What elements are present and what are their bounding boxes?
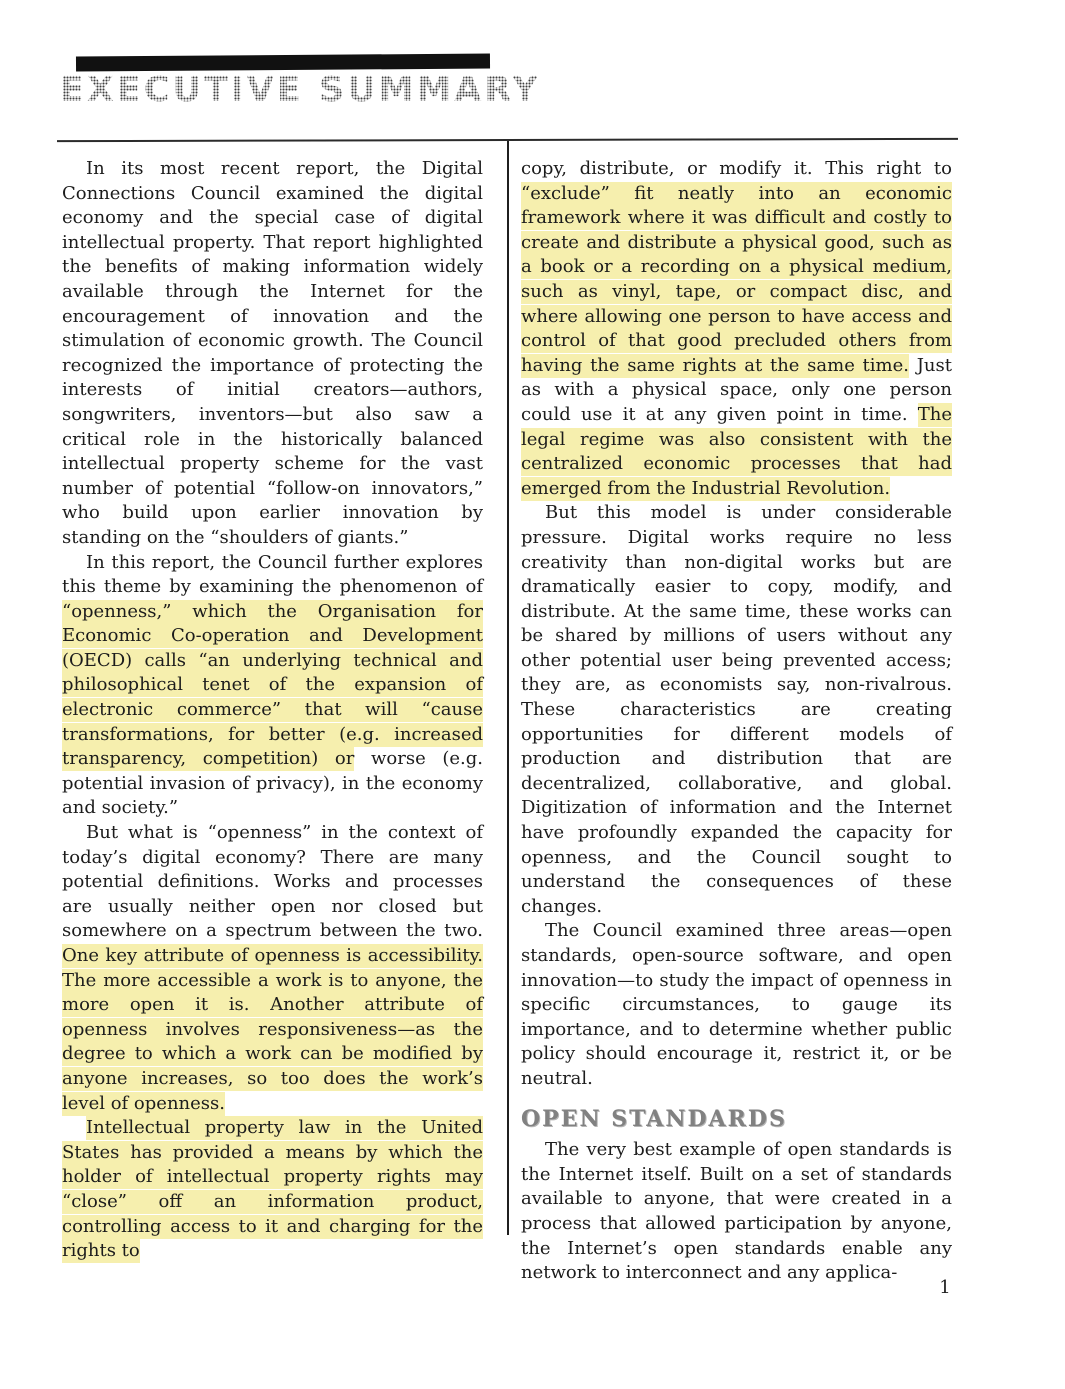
left-column <box>62 157 483 1264</box>
body-text: Just as with a physical space, only one person could use it at any given point in time. <box>521 354 952 425</box>
highlighted-text: One key attribute of openness is accessibility. The more accessible a work is to anyone, the more open it is. Another attribute of openness involves responsiveness—as the degree to which a work can be modified by anyone increases, so too does the work’s level of openness. <box>62 945 483 1114</box>
page-number: 1 <box>939 1277 951 1298</box>
highlighted-text: The legal regime was also consistent with the centralized economic processes that had emerged from the Industrial Revolution. <box>521 403 952 499</box>
body-text: copy, distribute, or modify it. This right to <box>521 158 952 179</box>
title-top-bar <box>76 54 490 72</box>
body-text: The very best example of open standards is the Internet itself. Built on a set of standards available to anyone, that were created in a process that allowed participation by anyone, the Internet’s open standards enable any network to interconnect and any applica- <box>521 1139 952 1284</box>
right-column <box>521 157 952 1286</box>
paragraph <box>521 501 952 919</box>
body-text: But what is “openness” in the context of today’s digital economy? There are many potential definitions. Works and processes are usually neither open nor closed but somewhere on a spectrum between the two. <box>62 822 483 942</box>
highlighted-text: “exclude” fit neatly into an economic framework where it was difficult and costly to create and distribute a physical good, such as a book or a recording on a physical medium, such as vinyl, tape, or compact disc, and where allowing one person to have access and control of that good precluded others from having the same rights at the same time. <box>521 182 952 376</box>
body-text: In this report, the Council further explores this theme by examining the phenomenon of <box>62 551 483 598</box>
highlighted-text: “openness,” which the Organisation for Economic Co-operation and Development (OECD) calls “an underlying technical and philosophical tenet of the expansion of electronic commerce” that will “cause transformations, for better (e.g. increased transparency, competition) or <box>62 600 483 770</box>
column-divider <box>507 141 509 1235</box>
highlighted-text: Intellectual property law in the United States has provided a means by which the holder of intellectual property rights may “close” off an information product, controlling access to it and charging for the rights to <box>62 1117 483 1262</box>
paragraph <box>521 157 952 501</box>
paragraph <box>521 1138 952 1286</box>
body-text: In its most recent report, the Digital Connections Council examined the digital economy and the special case of digital intellectual property. That report highlighted the benefits of making information widely available through the Internet for the encouragement of innovation and the stimulation of economic growth. The Council recognized the importance of protecting the interests of initial creators—authors, songwriters, inventors—but also saw a critical role in the historically balanced intellectual property scheme for the vast number of potential “follow-on innovators,” who build upon earlier innovation by standing on the “shoulders of giants.” <box>62 158 483 548</box>
body-text: worse (e.g. potential invasion of privacy), in the economy and society.” <box>62 748 484 819</box>
body-text: The Council examined three areas—open standards, open-source software, and open innovation—to study the impact of openness in specific circumstances, to gauge its importance, and to determine whether public policy should encourage it, restrict it, or be neutral. <box>521 920 952 1089</box>
page-title: EXECUTIVE SUMMARY <box>60 70 541 110</box>
body-text: But this model is under considerable pressure. Digital works require no less creativity than non-digital works but are dramatically easier to copy, modify, and distribute. At the same time, these works can be shared by millions of users without any other potential user being prevented access; they are, as economists say, non-rivalrous. These characteristics are creating opportunities for different models of production and distribution that are decentralized, collaborative, and global. Digitization of information and the Internet have profoundly expanded the capacity for openness, and the Council sought to understand the consequences of these changes. <box>521 502 952 917</box>
section-heading: OPEN STANDARDS <box>521 1105 787 1132</box>
paragraph <box>521 919 952 1091</box>
paragraph <box>62 1116 483 1264</box>
paragraph <box>62 821 483 1116</box>
paragraph <box>62 551 483 822</box>
paragraph <box>62 157 483 551</box>
